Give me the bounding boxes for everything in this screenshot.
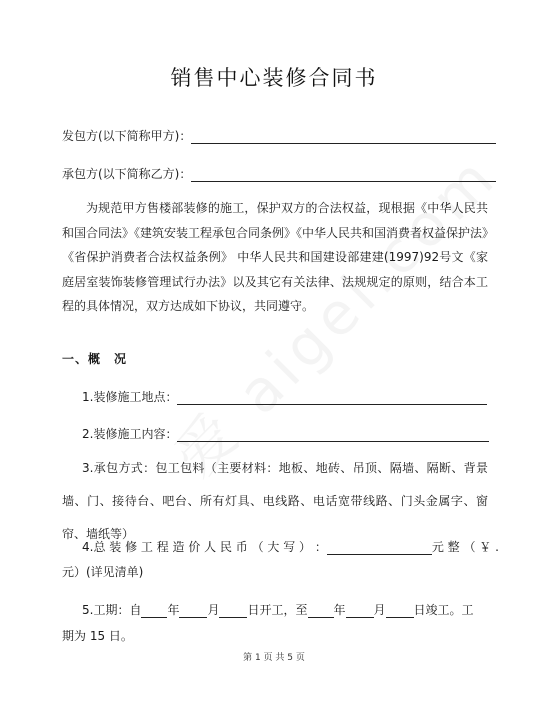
party-b-field [62,166,496,182]
preamble-paragraph: 为规范甲方售楼部装修的施工，保护双方的合法权益，现根据《中华人民共和国合同法》《建筑安装工程承包合同条例》《中华人民共和国消费者权益保护法》《省保护消费者合法权益条例》 中华人民共和国建设部建建(1997)92号文《家庭居室装饰装修管理试行办法》以及其它有关法律、法规规定的原则，结合本工程的具体情况，双方达成如下协议，共同遵守。 [62,201,489,313]
end-day-blank [386,605,414,618]
item-5-year-2: 年 [333,603,346,617]
item-5-month-2: 月 [373,603,386,617]
end-month-blank [346,605,374,618]
item-5-year-1: 年 [167,603,180,617]
item-1-site [82,388,487,405]
item-1-blank [177,392,487,405]
item-2-blank [177,429,489,442]
item-3-method: 3.承包方式：包工包料（主要材料：地板、地砖、吊顶、隔墙、隔断、背景墙、门、接待台、吧台、所有灯具、电线路、电话宽带线路、门头金属字、窗帘、墙纸等） [62,461,488,541]
item-1-label: 1.装修施工地点： [82,390,178,404]
item-4-text-1: 4.总 装 修 工 程 造 价 人 民 币 （ 大 写 ） ： [82,540,327,554]
page-footer: 第 1 页 共 5 页 [243,653,305,663]
item-5-prefix: 5.工期：自 [82,603,142,617]
party-a-field [62,128,496,144]
item-5-end: 日竣工。工 [413,603,474,617]
item-5-month-1: 月 [207,603,220,617]
item-4-price-line1 [82,538,499,555]
item-5-start: 日开工，至 [247,603,308,617]
start-day-blank [219,605,247,618]
party-b-label: 承包方(以下简称乙方)： [62,167,192,181]
start-month-blank [179,605,207,618]
item-5-period-line1 [82,601,474,618]
start-year-blank [141,605,167,618]
item-2-label: 2.装修施工内容： [82,427,178,441]
document-title: 销售中心装修合同书 [170,66,378,90]
section-heading-overview: 一、概 况 [62,352,128,366]
party-b-blank [191,169,496,182]
item-4-text-2: 元 整 （ ￥ . [431,540,499,554]
item-4-price-line2: 元）(详见清单) [62,565,144,579]
party-a-label: 发包方(以下简称甲方)： [62,129,192,143]
end-year-blank [308,605,334,618]
item-2-content [82,425,489,442]
item-5-period-line2: 期为 15 日。 [62,629,133,643]
party-a-blank [191,131,496,144]
item-4-price-blank [327,542,432,555]
